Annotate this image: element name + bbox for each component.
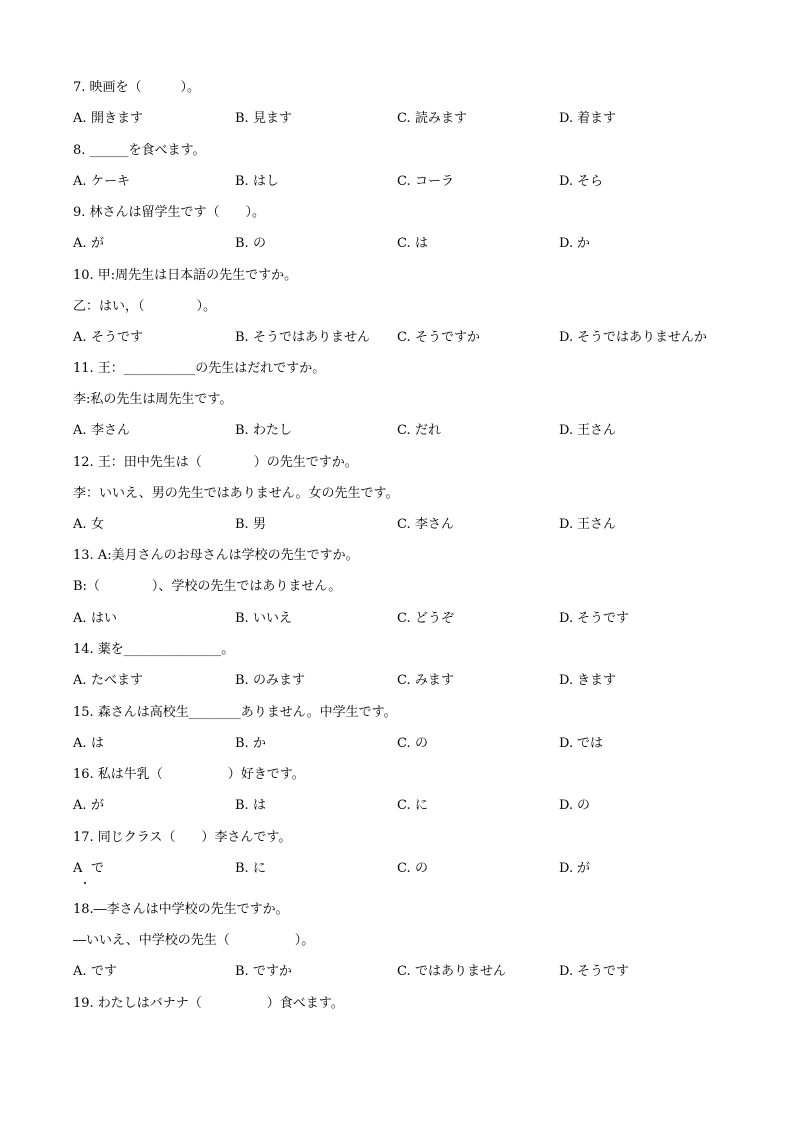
- option-letter: D.: [559, 861, 574, 876]
- option-letter: A: [73, 861, 83, 876]
- option-text: の: [415, 861, 429, 876]
- option-letter: D.: [559, 673, 574, 688]
- question-11-line-2: 李:私の先生は周先生です。: [73, 392, 233, 407]
- option-letter: D.: [559, 798, 574, 813]
- q18-option-b[interactable]: [235, 962, 292, 982]
- q9-option-c[interactable]: [397, 234, 428, 254]
- question-15: 15. 森さんは高校生________ありません。中学生です。: [73, 705, 397, 720]
- option-letter: B.: [235, 111, 249, 126]
- option-letter: C.: [397, 174, 411, 189]
- option-text: そうではありません: [253, 330, 371, 345]
- option-letter: D.: [559, 423, 574, 438]
- option-letter: D.: [559, 236, 574, 251]
- option-letter: A.: [73, 236, 87, 251]
- option-text: が: [577, 861, 591, 876]
- option-letter: B.: [235, 517, 249, 532]
- option-letter: B.: [235, 736, 249, 751]
- q16-option-a[interactable]: [73, 796, 104, 816]
- option-letter: C.: [397, 611, 411, 626]
- option-letter: C.: [397, 861, 411, 876]
- question-9: 9. 林さんは留学生です（ ）。: [73, 205, 266, 220]
- option-text: ではありません: [415, 964, 507, 979]
- option-letter: C.: [397, 423, 411, 438]
- option-text: そら: [577, 174, 604, 189]
- option-letter: B.: [235, 174, 249, 189]
- option-letter: B.: [235, 798, 249, 813]
- q17-option-c[interactable]: [397, 859, 428, 879]
- q12-option-d[interactable]: [559, 515, 616, 535]
- option-text: に: [253, 861, 267, 876]
- q11-option-c[interactable]: [397, 421, 441, 441]
- option-text: はい: [91, 611, 118, 626]
- option-letter: D.: [559, 517, 574, 532]
- option-letter: D.: [559, 736, 574, 751]
- option-text: そうではありませんか: [577, 330, 708, 345]
- q14-option-b[interactable]: [235, 671, 305, 691]
- option-text: 李さん: [91, 423, 131, 438]
- option-text: みます: [415, 673, 455, 688]
- q9-option-b[interactable]: [235, 234, 266, 254]
- option-text: 李さん: [415, 517, 455, 532]
- option-letter: B.: [235, 673, 249, 688]
- option-text: では: [577, 736, 604, 751]
- option-text: コーラ: [415, 174, 455, 189]
- option-letter: A.: [73, 517, 87, 532]
- option-letter: B.: [235, 611, 249, 626]
- question-13-line-2: B:（ ）、学校の先生ではありません。: [73, 579, 342, 594]
- option-letter: B.: [235, 423, 249, 438]
- option-letter: C.: [397, 964, 411, 979]
- option-text: は: [91, 736, 105, 751]
- option-text: どうぞ: [415, 611, 455, 626]
- option-text: のみます: [253, 673, 306, 688]
- q8-option-d[interactable]: [559, 172, 603, 192]
- option-letter: A.: [73, 330, 87, 345]
- option-letter: C.: [397, 330, 411, 345]
- q10-option-c[interactable]: [397, 328, 480, 348]
- question-19: 19. わたしはバナナ（ ）食べます。: [73, 996, 344, 1011]
- option-text: わたし: [253, 423, 293, 438]
- q8-option-c[interactable]: [397, 172, 454, 192]
- q8-option-b[interactable]: [235, 172, 279, 192]
- option-letter: A.: [73, 673, 87, 688]
- option-text: 男: [253, 517, 267, 532]
- option-letter: B.: [235, 964, 249, 979]
- option-text: 着ます: [577, 111, 617, 126]
- question-13: 13. A:美月さんのお母さんは学校の先生ですか。: [73, 548, 359, 563]
- q17-option-b[interactable]: [235, 859, 266, 879]
- option-text: たべます: [91, 673, 144, 688]
- option-text: は: [253, 798, 267, 813]
- q12-option-a[interactable]: [73, 515, 104, 535]
- option-text: そうです: [91, 330, 144, 345]
- q13-option-b[interactable]: [235, 609, 292, 629]
- question-12: 12. 王：田中先生は（ ）の先生ですか。: [73, 455, 358, 470]
- option-letter: D.: [559, 111, 574, 126]
- option-text: 読みます: [415, 111, 468, 126]
- q10-option-b[interactable]: [235, 328, 370, 348]
- q7-option-d[interactable]: [559, 109, 616, 129]
- question-11: 11. 王：___________の先生はだれですか。: [73, 361, 326, 376]
- q17-option-a[interactable]: [73, 859, 104, 879]
- q14-option-a[interactable]: [73, 671, 143, 691]
- option-text: に: [415, 798, 429, 813]
- option-letter: A.: [73, 736, 87, 751]
- option-text: の: [577, 798, 591, 813]
- q18-option-a[interactable]: [73, 962, 117, 982]
- option-text: の: [415, 736, 429, 751]
- option-text: きます: [577, 673, 617, 688]
- option-text: 開きます: [91, 111, 144, 126]
- q15-option-a[interactable]: [73, 734, 104, 754]
- question-16: 16. 私は牛乳（ ）好きです。: [73, 767, 305, 782]
- option-text: の: [253, 236, 267, 251]
- q10-option-d[interactable]: [559, 328, 707, 348]
- option-letter: D.: [559, 611, 574, 626]
- option-text: そうです: [577, 611, 630, 626]
- option-letter: C.: [397, 517, 411, 532]
- option-letter: D.: [559, 174, 574, 189]
- q16-option-b[interactable]: [235, 796, 266, 816]
- q11-option-d[interactable]: [559, 421, 616, 441]
- q9-option-a[interactable]: [73, 234, 104, 254]
- question-8: 8. ______を食べます。: [73, 143, 206, 158]
- option-letter: D.: [559, 964, 574, 979]
- option-text: 王さん: [577, 517, 617, 532]
- option-letter: A.: [73, 611, 87, 626]
- q9-option-d[interactable]: [559, 234, 590, 254]
- q7-option-b[interactable]: [235, 109, 292, 129]
- q15-option-b[interactable]: [235, 734, 266, 754]
- question-18: 18.―李さんは中学校の先生ですか。: [73, 902, 289, 917]
- q11-option-a[interactable]: [73, 421, 130, 441]
- question-17: 17. 同じクラス（ ）李さんです。: [73, 830, 292, 845]
- option-text: だれ: [415, 423, 442, 438]
- q8-option-a[interactable]: [73, 172, 130, 192]
- option-text: 王さん: [577, 423, 617, 438]
- q16-option-c[interactable]: [397, 796, 428, 816]
- option-letter: C.: [397, 736, 411, 751]
- option-letter: C.: [397, 673, 411, 688]
- option-letter: A.: [73, 111, 87, 126]
- question-12-line-2: 李：いいえ、男の先生ではありません。女の先生です。: [73, 486, 399, 501]
- option-text: そうです: [577, 964, 630, 979]
- q13-option-d[interactable]: [559, 609, 629, 629]
- option-letter: B.: [235, 861, 249, 876]
- q14-option-c[interactable]: [397, 671, 454, 691]
- question-14: 14. 薬を_______________。: [73, 642, 235, 657]
- option-letter: D.: [559, 330, 574, 345]
- option-text: が: [91, 236, 105, 251]
- option-letter: C.: [397, 798, 411, 813]
- q12-option-c[interactable]: [397, 515, 454, 535]
- q14-option-d[interactable]: [559, 671, 616, 691]
- option-text: 女: [91, 517, 105, 532]
- option-letter: A.: [73, 964, 87, 979]
- option-text: ですか: [253, 964, 293, 979]
- option-letter: A.: [73, 174, 87, 189]
- option-letter: A.: [73, 423, 87, 438]
- option-text: は: [415, 236, 429, 251]
- option-letter: A.: [73, 798, 87, 813]
- question-10: 10. 甲:周先生は日本語の先生ですか。: [73, 268, 298, 283]
- option-text: か: [253, 736, 267, 751]
- q7-option-a[interactable]: [73, 109, 143, 129]
- option-letter: C.: [397, 236, 411, 251]
- option-text: です: [91, 964, 118, 979]
- option-text: はし: [253, 174, 280, 189]
- question-7: 7. 映画を（ ）。: [73, 80, 201, 95]
- option-letter: B.: [235, 236, 249, 251]
- option-text: 見ます: [253, 111, 293, 126]
- q12-option-b[interactable]: [235, 515, 266, 535]
- option-text: が: [91, 798, 105, 813]
- q7-option-c[interactable]: [397, 109, 467, 129]
- q15-option-c[interactable]: [397, 734, 428, 754]
- q18-option-c[interactable]: [397, 962, 506, 982]
- question-10-line-2: 乙：はい，（ ）。: [73, 299, 217, 314]
- q13-option-c[interactable]: [397, 609, 454, 629]
- q11-option-b[interactable]: [235, 421, 292, 441]
- option-text: ケーキ: [91, 174, 131, 189]
- bullet-dot-icon: [84, 882, 86, 884]
- option-text: で: [91, 861, 105, 876]
- q13-option-a[interactable]: [73, 609, 117, 629]
- q16-option-d[interactable]: [559, 796, 590, 816]
- question-18-line-2: ―いいえ、中学校の先生（ ）。: [73, 933, 315, 948]
- option-text: か: [577, 236, 591, 251]
- q17-option-d[interactable]: [559, 859, 590, 879]
- option-text: いいえ: [253, 611, 293, 626]
- option-letter: C.: [397, 111, 411, 126]
- q15-option-d[interactable]: [559, 734, 603, 754]
- option-letter: B.: [235, 330, 249, 345]
- option-text: そうですか: [415, 330, 481, 345]
- q10-option-a[interactable]: [73, 328, 143, 348]
- q18-option-d[interactable]: [559, 962, 629, 982]
